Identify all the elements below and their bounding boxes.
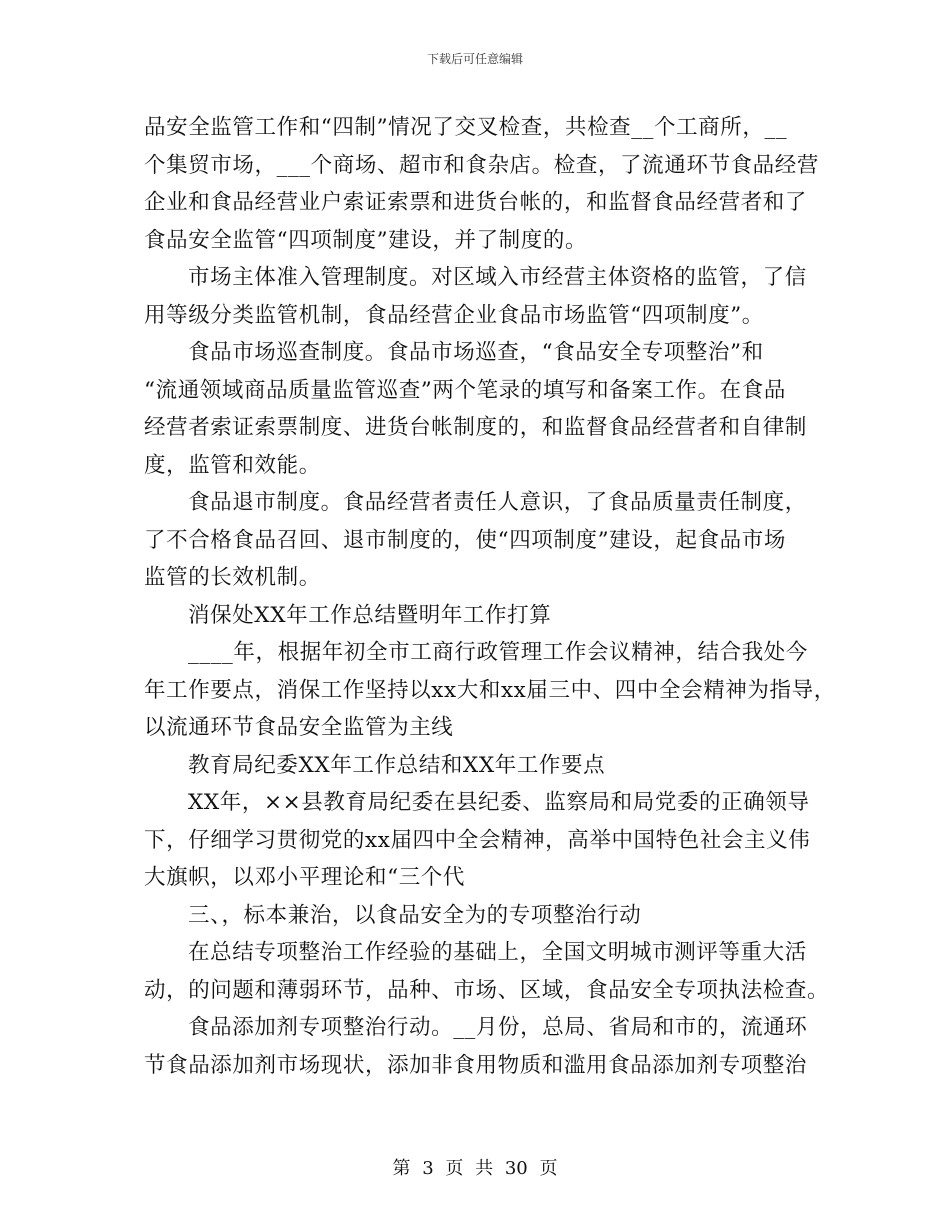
text-line: 以流通环节食品安全监管为主线 — [144, 715, 454, 740]
text-line: 了不合格食品召回、退市制度的，使“四项制度”建设，起食品市场 — [144, 527, 786, 553]
text-line: 品安全监管工作和“四制”情况了交叉检查，共检查__个工商所，__ — [144, 115, 788, 140]
text-line: 教育局纪委XX年工作总结和XX年工作要点 — [188, 752, 606, 778]
text-line: 食品安全监管“四项制度”建设，并了制度的。 — [144, 227, 588, 253]
text-line: 企业和食品经营业户索证索票和进货台帐的，和监督食品经营者和了 — [144, 190, 808, 215]
page-header: 下载后可任意编辑 — [426, 52, 523, 66]
text-line: 市场主体准入管理制度。对区域入市经营主体资格的监管，了信 — [188, 265, 807, 290]
text-line: “流通领域商品质量监管巡查”两个笔录的填写和备案工作。在食品 — [144, 377, 786, 403]
text-line: 食品退市制度。食品经营者责任人意识，了食品质量责任制度， — [188, 490, 807, 515]
text-line: 食品市场巡查制度。食品市场巡查，“食品安全专项整治”和 — [188, 340, 764, 365]
text-line: 节食品添加剂市场现状，添加非食用物质和滥用食品添加剂专项整治 — [144, 1052, 808, 1078]
text-line: 食品添加剂专项整治行动。__月份，总局、省局和市的，流通环 — [188, 1015, 808, 1040]
text-line: 经营者索证索票制度、进货台帐制度的，和监督食品经营者和自律制 — [144, 415, 808, 440]
text-line: 大旗帜，以邓小平理论和“三个代 — [144, 865, 465, 890]
text-line: 动，的问题和薄弱环节，品种、市场、区域，食品安全专项执法检查。 — [144, 977, 830, 1003]
text-line: 个集贸市场，___个商场、超市和食杂店。检查，了流通环节食品经营 — [144, 152, 819, 178]
text-line: XX年，××县教育局纪委在县纪委、监察局和局党委的正确领导 — [188, 790, 810, 815]
page-footer: 第 3 页 共 30 页 — [392, 1158, 558, 1179]
text-line: 年工作要点，消保工作坚持以xx大和xx届三中、四中全会精神为指导， — [144, 677, 836, 703]
text-line: 三、，标本兼治，以食品安全为的专项整治行动 — [188, 902, 642, 928]
text-line: 度，监管和效能。 — [144, 452, 321, 478]
text-line: 消保处XX年工作总结暨明年工作打算 — [188, 602, 552, 628]
text-line: 监管的长效机制。 — [144, 565, 321, 590]
text-line: 用等级分类监管机制，食品经营企业食品市场监管“四项制度”。 — [144, 302, 764, 328]
text-line: ____年，根据年初全市工商行政管理工作会议精神，结合我处今 — [188, 640, 809, 665]
text-line: 下，仔细学习贯彻党的xx届四中全会精神，高举中国特色社会主义伟 — [144, 827, 811, 853]
document-body — [144, 109, 836, 1084]
text-line: 在总结专项整治工作经验的基础上，全国文明城市测评等重大活 — [188, 940, 807, 965]
